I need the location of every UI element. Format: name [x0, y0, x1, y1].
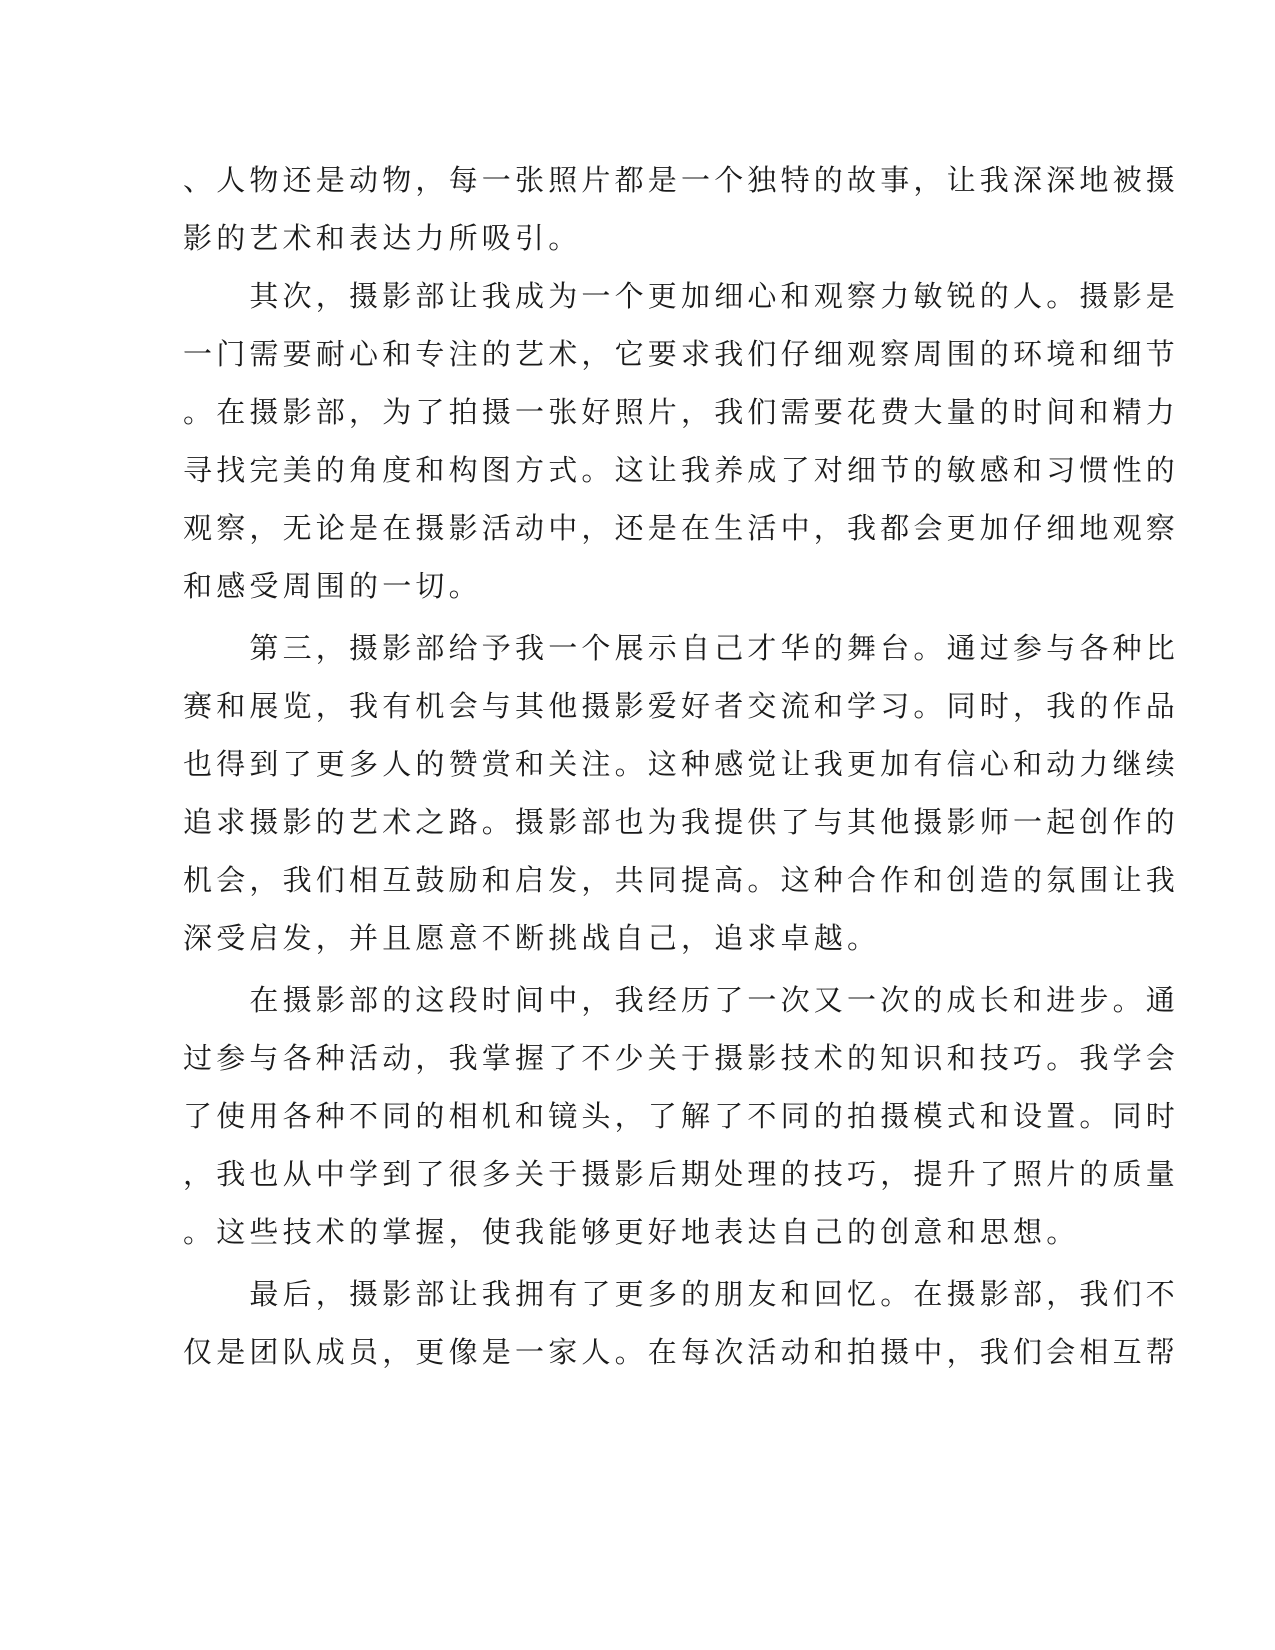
- text-line: 和感受周围的一切。: [183, 569, 482, 603]
- text-line: 过参与各种活动，我掌握了不少关于摄影技术的知识和技巧。我学会: [183, 1041, 1180, 1075]
- text-line: 在摄影部的这段时间中，我经历了一次又一次的成长和进步。通: [183, 983, 1180, 1017]
- text-line: 最后，摄影部让我拥有了更多的朋友和回忆。在摄影部，我们不: [183, 1277, 1180, 1311]
- text-line: 。这些技术的掌握，使我能够更好地表达自己的创意和思想。: [183, 1215, 1080, 1249]
- text-line: 赛和展览，我有机会与其他摄影爱好者交流和学习。同时，我的作品: [183, 689, 1180, 723]
- text-line: ，我也从中学到了很多关于摄影后期处理的技巧，提升了照片的质量: [183, 1157, 1180, 1191]
- text-line: 第三，摄影部给予我一个展示自己才华的舞台。通过参与各种比: [183, 631, 1180, 665]
- text-line: 影的艺术和表达力所吸引。: [183, 221, 582, 255]
- text-line: 一门需要耐心和专注的艺术，它要求我们仔细观察周围的环境和细节: [183, 337, 1180, 371]
- text-line: 仅是团队成员，更像是一家人。在每次活动和拍摄中，我们会相互帮: [183, 1335, 1180, 1369]
- text-line: 追求摄影的艺术之路。摄影部也为我提供了与其他摄影师一起创作的: [183, 805, 1180, 839]
- text-line: 机会，我们相互鼓励和启发，共同提高。这种合作和创造的氛围让我: [183, 863, 1180, 897]
- text-line: 寻找完美的角度和构图方式。这让我养成了对细节的敏感和习惯性的: [183, 453, 1180, 487]
- text-line: 也得到了更多人的赞赏和关注。这种感觉让我更加有信心和动力继续: [183, 747, 1180, 781]
- text-line: 。在摄影部，为了拍摄一张好照片，我们需要花费大量的时间和精力: [183, 395, 1180, 429]
- text-line: 深受启发，并且愿意不断挑战自己，追求卓越。: [183, 921, 881, 955]
- text-line: 了使用各种不同的相机和镜头，了解了不同的拍摄模式和设置。同时: [183, 1099, 1180, 1133]
- text-line: 其次，摄影部让我成为一个更加细心和观察力敏锐的人。摄影是: [183, 279, 1180, 313]
- text-line: 、人物还是动物，每一张照片都是一个独特的故事，让我深深地被摄: [183, 163, 1180, 197]
- text-line: 观察，无论是在摄影活动中，还是在生活中，我都会更加仔细地观察: [183, 511, 1180, 545]
